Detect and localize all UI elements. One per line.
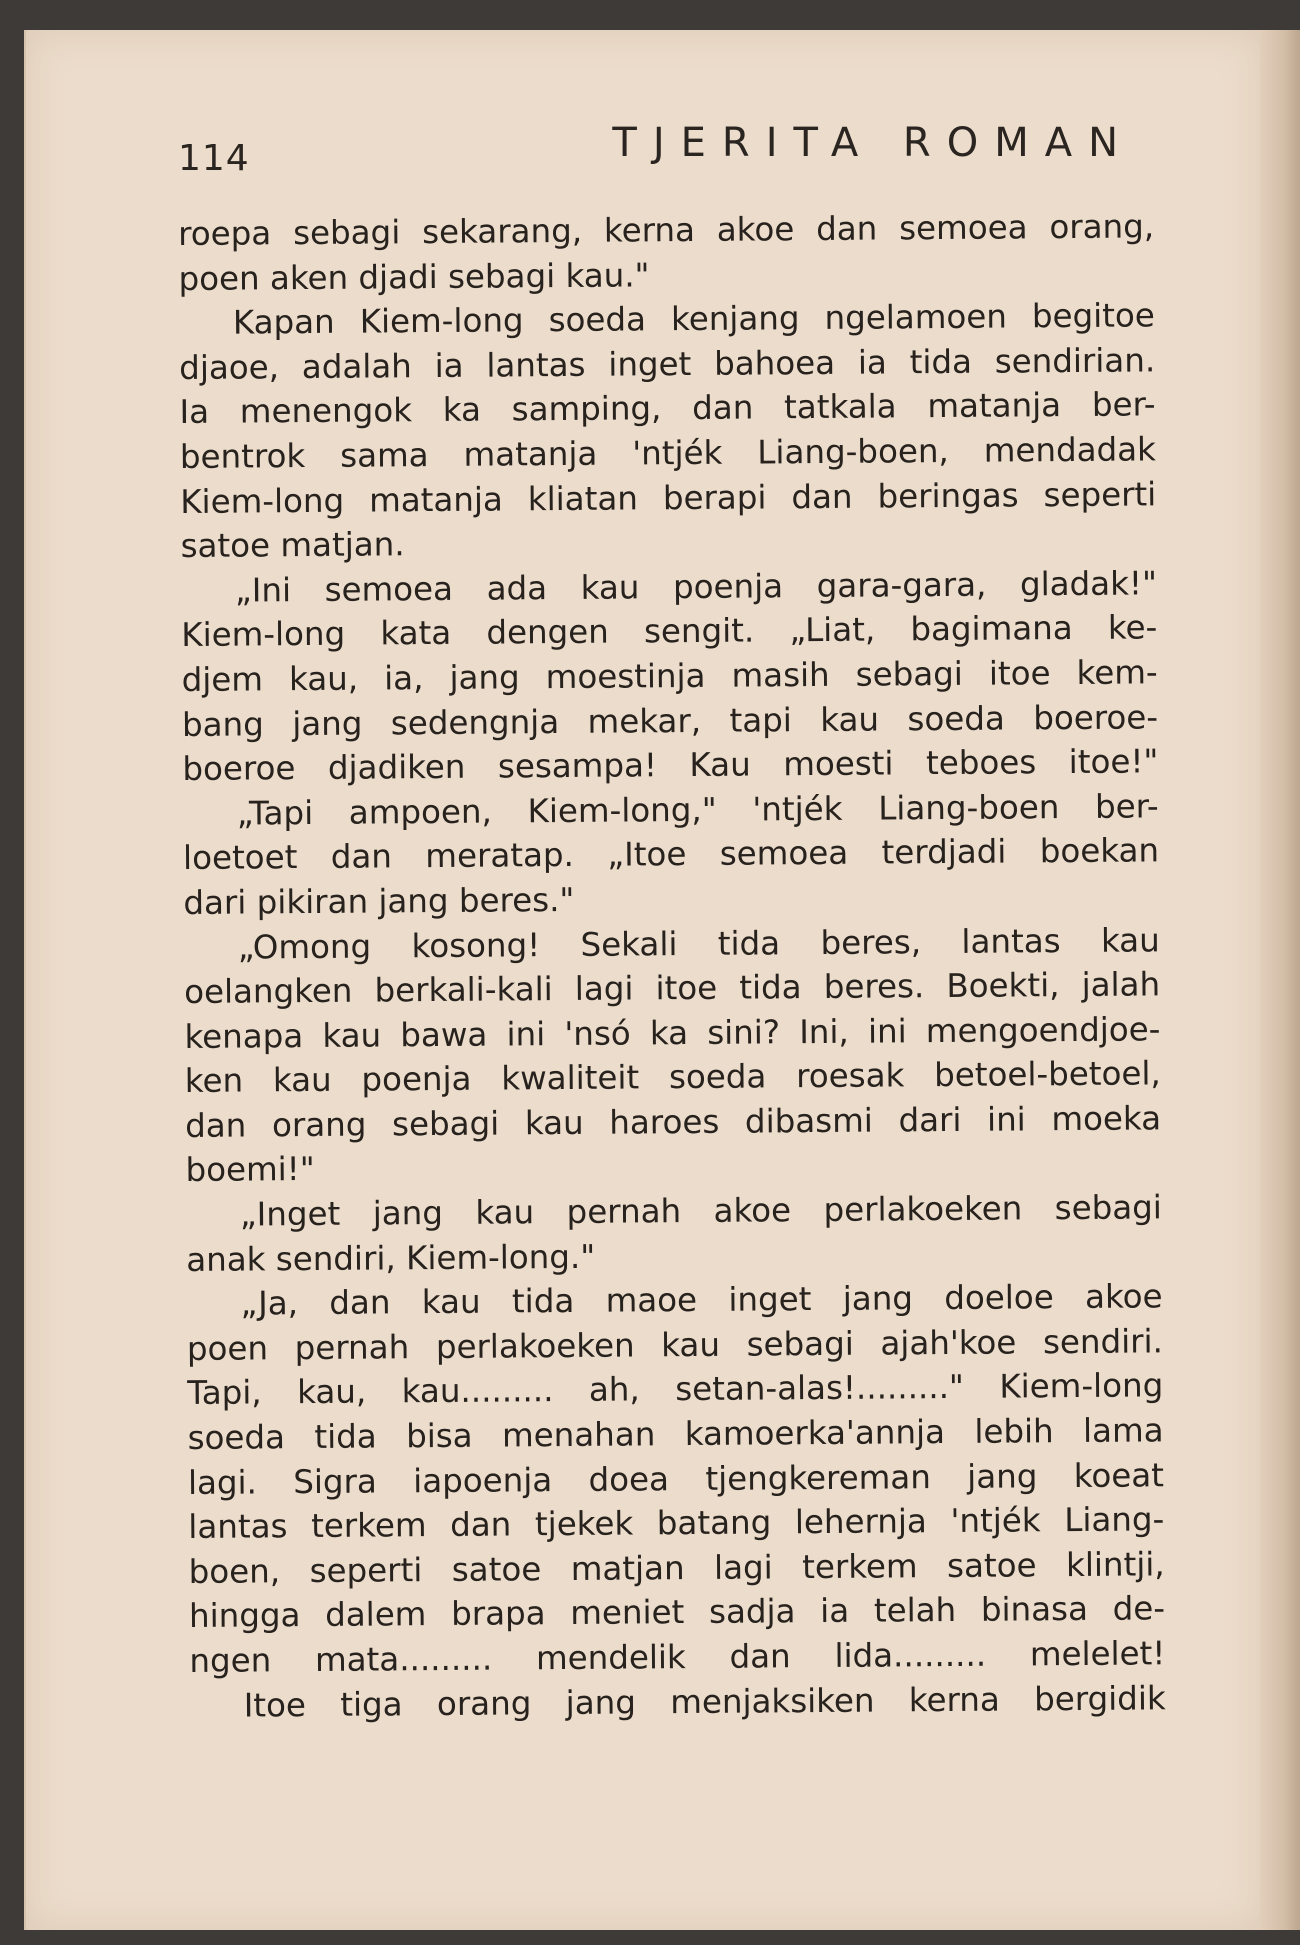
running-title: TJERITA ROMAN (612, 120, 1134, 166)
text-line: boeroe djadiken sesampa! Kau moesti teboes itoe!" (182, 742, 1159, 789)
text-line: roepa sebagi sekarang, kerna akoe dan semoea orang, (178, 207, 1155, 253)
text-line: oelangken berkali-kali lagi itoe tida beres. Boekti, jalah (183, 965, 1161, 1012)
text-line: dari pikiran jang beres." (183, 880, 575, 922)
text-line: bang jang sedengnja mekar, tapi kau soeda boeroe- (181, 697, 1159, 744)
text-line: ken kau poenja kwaliteit soeda roesak betoel-betoel, (184, 1054, 1161, 1101)
text-line: loetoet dan meratap. „Itoe semoea terdjadi boekan (182, 831, 1160, 878)
text-line: djem kau, ia, jang moestinja masih sebagi itoe kem- (181, 653, 1158, 699)
page-number: 114 (178, 138, 250, 179)
page-edge (1260, 30, 1300, 1930)
text-line: Kapan Kiem-long soeda kenjang ngelamoen begitoe (232, 296, 1155, 342)
text-line: Kiem-long matanja kliatan berapi dan beringas seperti (180, 474, 1157, 521)
body-text (178, 204, 1166, 1728)
text-line: soeda tida bisa menahan kamoerka'annja lebih lama (187, 1411, 1164, 1457)
text-line: „Omong kosong! Sekali tida beres, lantas kau (237, 920, 1160, 967)
text-line: boen, seperti satoe matjan lagi terkem satoe klintji, (188, 1545, 1165, 1591)
text-line: poen pernah perlakoeken kau sebagi ajah'koe sendiri. (186, 1322, 1164, 1368)
text-line: Ia menengok ka samping, dan tatkala matanja ber- (179, 385, 1156, 432)
text-line: boemi!" (185, 1150, 315, 1190)
text-line: Tapi, kau, kau......... ah, setan-alas!........." Kiem-long (187, 1366, 1164, 1413)
text-line: „Inget jang kau pernah akoe perlakoeken sebagi (239, 1188, 1162, 1234)
text-line: bentrok sama matanja 'ntjék Liang-boen, mendadak (179, 430, 1157, 476)
text-line: „Ini semoea ada kau poenja gara-gara, gladak!" (234, 564, 1158, 610)
text-line: poen aken djadi sebagi kau." (178, 255, 650, 298)
text-line: ngen mata......... mendelik dan lida......... melelet! (189, 1634, 1166, 1680)
text-line: lantas terkem dan tjekek batang lehernja 'ntjék Liang- (188, 1500, 1165, 1547)
text-line: „Ja, dan kau tida maoe inget jang doeloe akoe (240, 1277, 1163, 1323)
text-line: dan orang sebagi kau haroes dibasmi dari ini moeka (185, 1099, 1162, 1145)
text-line: anak sendiri, Kiem-long." (186, 1237, 596, 1279)
text-line: Itoe tiga orang jang menjaksiken kerna bergidik (243, 1678, 1166, 1725)
text-line: „Tapi ampoen, Kiem-long," 'ntjék Liang-boen ber- (236, 787, 1159, 833)
text-line: djaoe, adalah ia lantas inget bahoea ia tida sendirian. (179, 341, 1156, 387)
text-line: Kiem-long kata dengen sengit. „Liat, bagimana ke- (181, 608, 1158, 655)
text-line: lagi. Sigra iapoenja doea tjengkereman jang koeat (187, 1455, 1165, 1502)
text-line: hingga dalem brapa meniet sadja ia telah binasa de- (188, 1589, 1166, 1636)
text-line: satoe matjan. (180, 525, 405, 566)
text-line: kenapa kau bawa ini 'nsó ka sini? Ini, ini mengoendjoe- (184, 1009, 1161, 1056)
page-header (152, 120, 1134, 180)
